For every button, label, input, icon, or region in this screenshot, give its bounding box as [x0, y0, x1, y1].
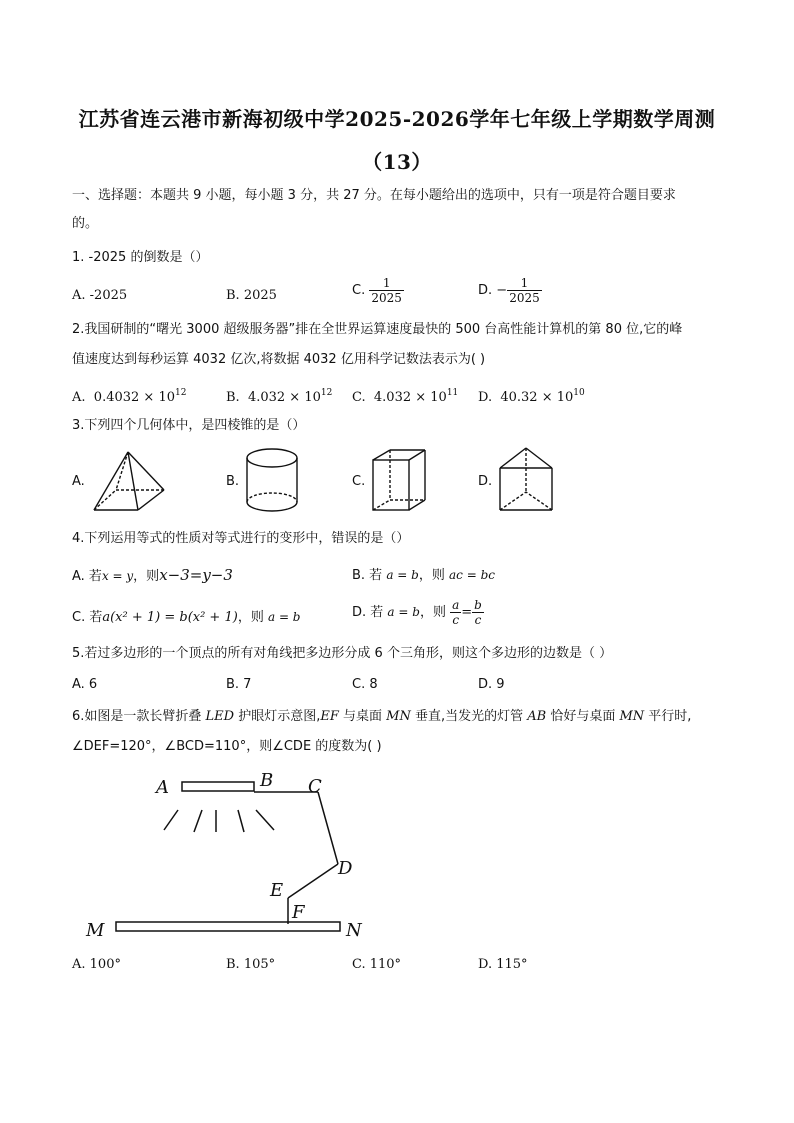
condition: a = b: [387, 605, 420, 619]
denominator: 2025: [371, 291, 402, 305]
question-2-option-a: [72, 384, 186, 407]
triangular-prism-figure: [496, 444, 556, 514]
exam-title: 江苏省连云港市新海初级中学2025-2026学年七年级上学期数学周测: [78, 107, 716, 131]
question-1-option-c: [352, 276, 404, 305]
question-6-stem-line2: ∠DEF=120°，∠BCD=110°，则∠CDE 的度数为( ): [72, 739, 382, 754]
question-3-option-b-label: B.: [226, 474, 240, 489]
point-e-label: E: [270, 880, 284, 901]
arm-de: [288, 864, 338, 898]
var-ef: EF: [320, 709, 339, 724]
question-4-option-a: [72, 566, 233, 586]
led-lamp-diagram: [82, 768, 372, 944]
option-label: A.: [72, 390, 86, 405]
numerator: 1: [507, 276, 542, 291]
question-4-option-b: [352, 566, 495, 585]
result: ac = bc: [449, 568, 495, 582]
question-5-option-a: A. 6: [72, 677, 98, 692]
option-label: A. 若: [72, 569, 102, 584]
question-2-option-b: [226, 384, 332, 407]
option-label: B.: [226, 390, 240, 405]
question-6-option-d: D. 115°: [478, 957, 528, 972]
text: 垂直,当发光的灯管: [410, 709, 528, 724]
question-6-option-c: C. 110°: [352, 957, 402, 972]
option-c-label: C.: [352, 283, 366, 298]
point-m-label: M: [86, 920, 105, 941]
numerator: 1: [369, 276, 404, 291]
question-2-option-c: [352, 384, 458, 407]
question-6-option-b: B. 105°: [226, 957, 276, 972]
question-2-stem-line2: 值速度达到每秒运算 4032 亿次,将数据 4032 亿用科学记数法表示为( ): [72, 352, 486, 367]
option-label: D.: [478, 390, 493, 405]
exam-title-number: （13）: [362, 150, 432, 174]
light-ray: [256, 810, 274, 830]
var-mn: MN: [619, 709, 645, 724]
option-base: 40.32 × 10: [500, 390, 574, 405]
question-4-option-c: [72, 608, 301, 627]
question-2-stem-line1: 2.我国研制的“曙光 3000 超级服务器”排在全世界运算速度最快的 500 台高性能计算机的第 80 位,它的峰: [72, 322, 683, 337]
result: x−3=y−3: [159, 566, 233, 584]
point-c-label: C: [308, 776, 322, 797]
question-1-option-a: A. -2025: [72, 288, 128, 303]
numerator: a: [452, 598, 460, 612]
fraction: [450, 598, 461, 627]
exponent: 11: [446, 388, 459, 398]
text: 恰好与桌面: [546, 709, 620, 724]
fraction: [369, 276, 404, 305]
then-word: ，则: [237, 610, 264, 625]
option-label: D. 若: [352, 605, 384, 620]
point-b-label: B: [260, 770, 274, 791]
question-6-option-a: A. 100°: [72, 957, 121, 972]
option-base: 0.4032 × 10: [93, 390, 175, 405]
point-d-label: D: [338, 858, 353, 879]
question-1-option-d: [478, 276, 542, 305]
question-5-option-d: D. 9: [478, 677, 505, 692]
var-led: LED: [205, 709, 235, 724]
question-1-stem: 1. -2025 的倒数是（）: [72, 250, 209, 265]
arm-cd: [318, 792, 338, 864]
question-4-option-d: [352, 598, 484, 627]
exponent: 12: [320, 388, 333, 398]
lamp-tube-ab: [182, 782, 254, 791]
question-2-option-d: [478, 384, 585, 407]
point-a-label: A: [156, 777, 169, 798]
pyramid-figure: [86, 446, 168, 514]
var-ab: AB: [527, 709, 547, 724]
result: a = b: [267, 610, 301, 624]
text: 护眼灯示意图,: [234, 709, 321, 724]
text: 6.如图是一款长臂折叠: [72, 709, 206, 724]
condition: a(x² + 1) = b(x² + 1): [102, 610, 238, 625]
option-label: C.: [352, 390, 366, 405]
question-3-option-c-label: C.: [352, 474, 366, 489]
fraction: [472, 598, 484, 627]
question-5-stem: 5.若过多边形的一个顶点的所有对角线把多边形分成 6 个三角形，则这个多边形的边数是（ ）: [72, 646, 613, 661]
then-word: ，则: [419, 605, 446, 620]
option-d-label: D.: [478, 283, 493, 298]
denominator: c: [474, 613, 482, 627]
option-label: C. 若: [72, 610, 103, 625]
question-3-stem: 3.下列四个几何体中，是四棱锥的是（）: [72, 418, 306, 433]
point-n-label: N: [346, 920, 362, 941]
question-5-option-b: B. 7: [226, 677, 252, 692]
fraction: [507, 276, 542, 305]
section-instructions-end: 的。: [72, 216, 99, 231]
question-3-option-d-label: D.: [478, 474, 493, 489]
numerator: b: [474, 598, 482, 612]
minus-sign: −: [496, 283, 508, 298]
question-1-option-b: B. 2025: [226, 288, 277, 303]
desk-mn: [116, 922, 340, 931]
question-4-stem: 4.下列运用等式的性质对等式进行的变形中，错误的是（）: [72, 531, 410, 546]
section-instructions: 一、选择题：本题共 9 小题，每小题 3 分，共 27 分。在每小题给出的选项中，只有一项是符合题目要求: [72, 188, 676, 203]
question-5-option-c: C. 8: [352, 677, 378, 692]
text: 与桌面: [338, 709, 387, 724]
then-word: ，则: [418, 568, 445, 583]
condition: x = y: [101, 569, 134, 583]
option-base: 4.032 × 10: [247, 390, 321, 405]
var-mn: MN: [386, 709, 411, 724]
then-word: ，则: [133, 569, 160, 584]
question-6-stem-line1: [72, 708, 691, 726]
denominator: c: [452, 613, 460, 627]
denominator: 2025: [509, 291, 540, 305]
option-base: 4.032 × 10: [373, 390, 447, 405]
light-ray: [238, 810, 244, 832]
condition: a = b: [386, 568, 419, 582]
light-ray: [194, 810, 202, 832]
question-3-option-a-label: A.: [72, 474, 85, 489]
light-ray: [164, 810, 178, 830]
cylinder-figure: [244, 446, 300, 514]
equals-sign: =: [461, 605, 473, 620]
exponent: 10: [573, 388, 585, 398]
point-f-label: F: [292, 902, 305, 923]
text: 平行时,: [644, 709, 692, 724]
exponent: 12: [174, 388, 187, 398]
option-label: B. 若: [352, 568, 383, 583]
prism-figure: [370, 446, 428, 514]
